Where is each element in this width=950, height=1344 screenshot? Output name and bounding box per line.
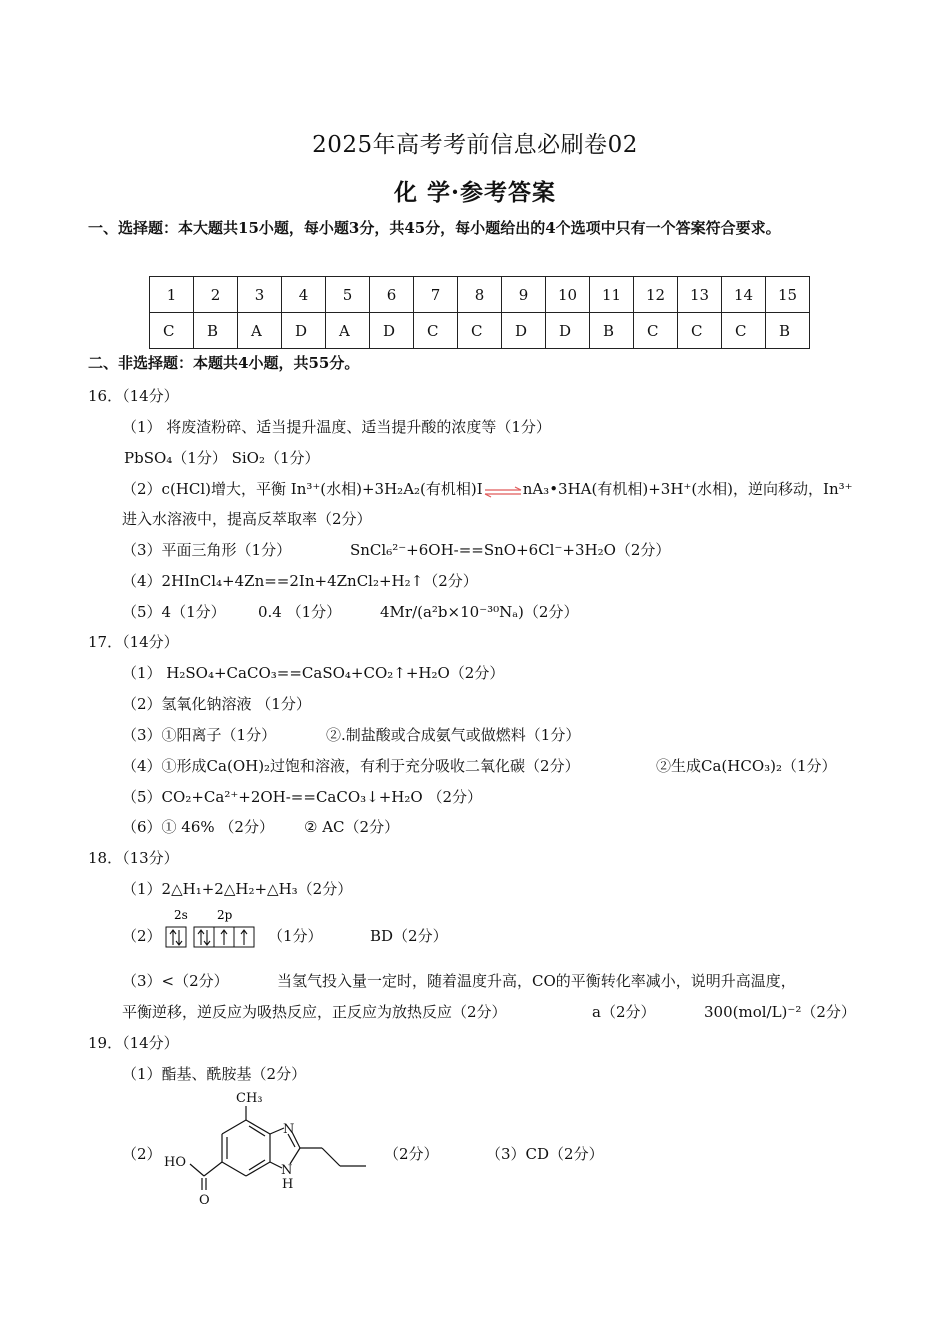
mol-n-label: N (283, 1122, 295, 1137)
q16-part2-right: nA₃•3HA(有机相)+3H⁺(水相)，逆向移动，In³⁺ (522, 480, 853, 498)
answer-number-cell: 8 (458, 277, 502, 313)
answer-number-cell: 2 (194, 277, 238, 313)
q16-part2-line2: 进入水溶液中，提高反萃取率（2分） (122, 510, 372, 528)
q18-part3-c: 平衡逆移，逆反应为吸热反应，正反应为放热反应（2分） (122, 1003, 507, 1021)
q17-part6-b: ② AC（2分） (304, 818, 400, 836)
answer-number-cell: 14 (722, 277, 766, 313)
q17-part2: （2）氢氧化钠溶液 （1分） (122, 695, 311, 713)
orbital-box-2s (166, 927, 186, 947)
q17-part1: （1） H₂SO₄+CaCO₃==CaSO₄+CO₂↑+H₂O（2分） (122, 664, 505, 682)
q16-part5-a: （5）4（1分） (122, 603, 226, 621)
answer-number-cell: 5 (326, 277, 370, 313)
q17-part4-a: （4）①形成Ca(OH)₂过饱和溶液，有利于充分吸收二氧化碳（2分） (122, 757, 580, 775)
q18-heading: 18．（13分） (88, 849, 179, 867)
answer-letter-cell: C (678, 313, 722, 349)
mol-o-label: O (199, 1193, 210, 1208)
answer-number-cell: 15 (766, 277, 810, 313)
orbital-2p-label: 2p (217, 908, 233, 922)
answer-letter-cell: B (194, 313, 238, 349)
answer-letter-cell: A (238, 313, 282, 349)
q16-part3-b: SnCl₆²⁻+6OH-==SnO+6Cl⁻+3H₂O（2分） (350, 541, 671, 559)
answer-number-cell: 7 (414, 277, 458, 313)
q16-part3-a: （3）平面三角形（1分） (122, 541, 292, 559)
q18-part2-score: （1分） (268, 927, 323, 945)
q16-heading: 16．（14分） (88, 387, 179, 405)
answer-letter-row (150, 313, 810, 349)
q16-part5-b: 0.4 （1分） (258, 603, 342, 621)
answer-letter-cell: C (458, 313, 502, 349)
mol-nh-n-label: N (281, 1163, 293, 1178)
answer-letter-cell: C (150, 313, 194, 349)
q17-part5: （5）CO₂+Ca²⁺+2OH-==CaCO₃↓+H₂O （2分） (122, 788, 482, 806)
q16-part1-residues: PbSO₄（1分） SiO₂（1分） (124, 449, 320, 467)
q19-part2-label: （2） (122, 1145, 162, 1163)
q18-part3-e: 300(mol/L)⁻²（2分） (704, 1003, 856, 1021)
answer-number-cell: 12 (634, 277, 678, 313)
answer-number-cell: 1 (150, 277, 194, 313)
answer-letter-cell: D (370, 313, 414, 349)
mol-ho-label: HO (164, 1155, 186, 1170)
q18-part3-b: 当氢气投入量一定时，随着温度升高，CO的平衡转化率减小，说明升高温度， (277, 972, 796, 990)
answer-number-row (150, 277, 810, 313)
q18-part1: （1）2△H₁+2△H₂+△H₃（2分） (122, 880, 353, 898)
q17-part3-a: （3）①阳离子（1分） (122, 726, 277, 744)
page-subtitle: 化 学·参考答案 (393, 179, 556, 206)
electron-arrows-icon (170, 930, 247, 945)
q19-part2-score: （2分） (384, 1145, 439, 1163)
q18-part3-d: a（2分） (592, 1003, 656, 1021)
section-1-heading: 一、选择题：本大题共15小题，每小题3分，共45分，每小题给出的4个选项中只有一个答案符合要求。 (88, 219, 781, 237)
answer-table (149, 276, 810, 349)
answer-number-cell: 11 (590, 277, 634, 313)
answer-letter-cell: D (282, 313, 326, 349)
q16-part5-c: 4Mr/(a²b×10⁻³⁰Nₐ)（2分） (380, 603, 579, 621)
answer-letter-cell: B (590, 313, 634, 349)
answer-letter-cell: C (722, 313, 766, 349)
q18-part3-a: （3）<（2分） (122, 972, 229, 990)
q16-part4: （4）2HInCl₄+4Zn==2In+4ZnCl₂+H₂↑（2分） (122, 572, 478, 590)
page-title: 2025年高考考前信息必刷卷02 (312, 132, 638, 158)
answer-number-cell: 10 (546, 277, 590, 313)
q16-part2-line1 (122, 478, 853, 499)
answer-letter-cell: C (634, 313, 678, 349)
q17-heading: 17．（14分） (88, 633, 179, 651)
q18-part2-answer: BD（2分） (370, 927, 448, 945)
q19-part3: （3）CD（2分） (486, 1145, 604, 1163)
q19-part1: （1）酯基、酰胺基（2分） (122, 1065, 307, 1083)
answer-letter-cell: B (766, 313, 810, 349)
answer-letter-cell: C (414, 313, 458, 349)
q16-part1: （1） 将废渣粉碎、适当提升温度、适当提升酸的浓度等（1分） (122, 418, 551, 436)
answer-number-cell: 6 (370, 277, 414, 313)
answer-letter-cell: D (502, 313, 546, 349)
q17-part6-a: （6）① 46% （2分） (122, 818, 274, 836)
answer-number-cell: 4 (282, 277, 326, 313)
section-2-heading: 二、非选择题：本题共4小题，共55分。 (88, 354, 360, 372)
q16-part2-left: （2）c(HCl)增大，平衡 In³⁺(水相)+3H₂A₂(有机相)I (122, 480, 483, 498)
answer-number-cell: 9 (502, 277, 546, 313)
answer-letter-cell: A (326, 313, 370, 349)
mol-nh-h-label: H (282, 1177, 294, 1192)
q18-part2-label: （2） (122, 927, 162, 945)
q19-heading: 19．（14分） (88, 1034, 179, 1052)
benzimidazole-structure (162, 1090, 382, 1210)
q17-part4-b: ②生成Ca(HCO₃)₂（1分） (656, 757, 837, 775)
mol-ch3-label: CH₃ (236, 1091, 263, 1106)
orbital-2s-label: 2s (174, 908, 188, 922)
answer-number-cell: 3 (238, 277, 282, 313)
orbital-box-2p-1 (194, 927, 214, 947)
q17-part3-b: ②.制盐酸或合成氨气或做燃料（1分） (326, 726, 581, 744)
answer-number-cell: 13 (678, 277, 722, 313)
answer-letter-cell: D (546, 313, 590, 349)
equilibrium-arrow-icon (483, 484, 523, 496)
